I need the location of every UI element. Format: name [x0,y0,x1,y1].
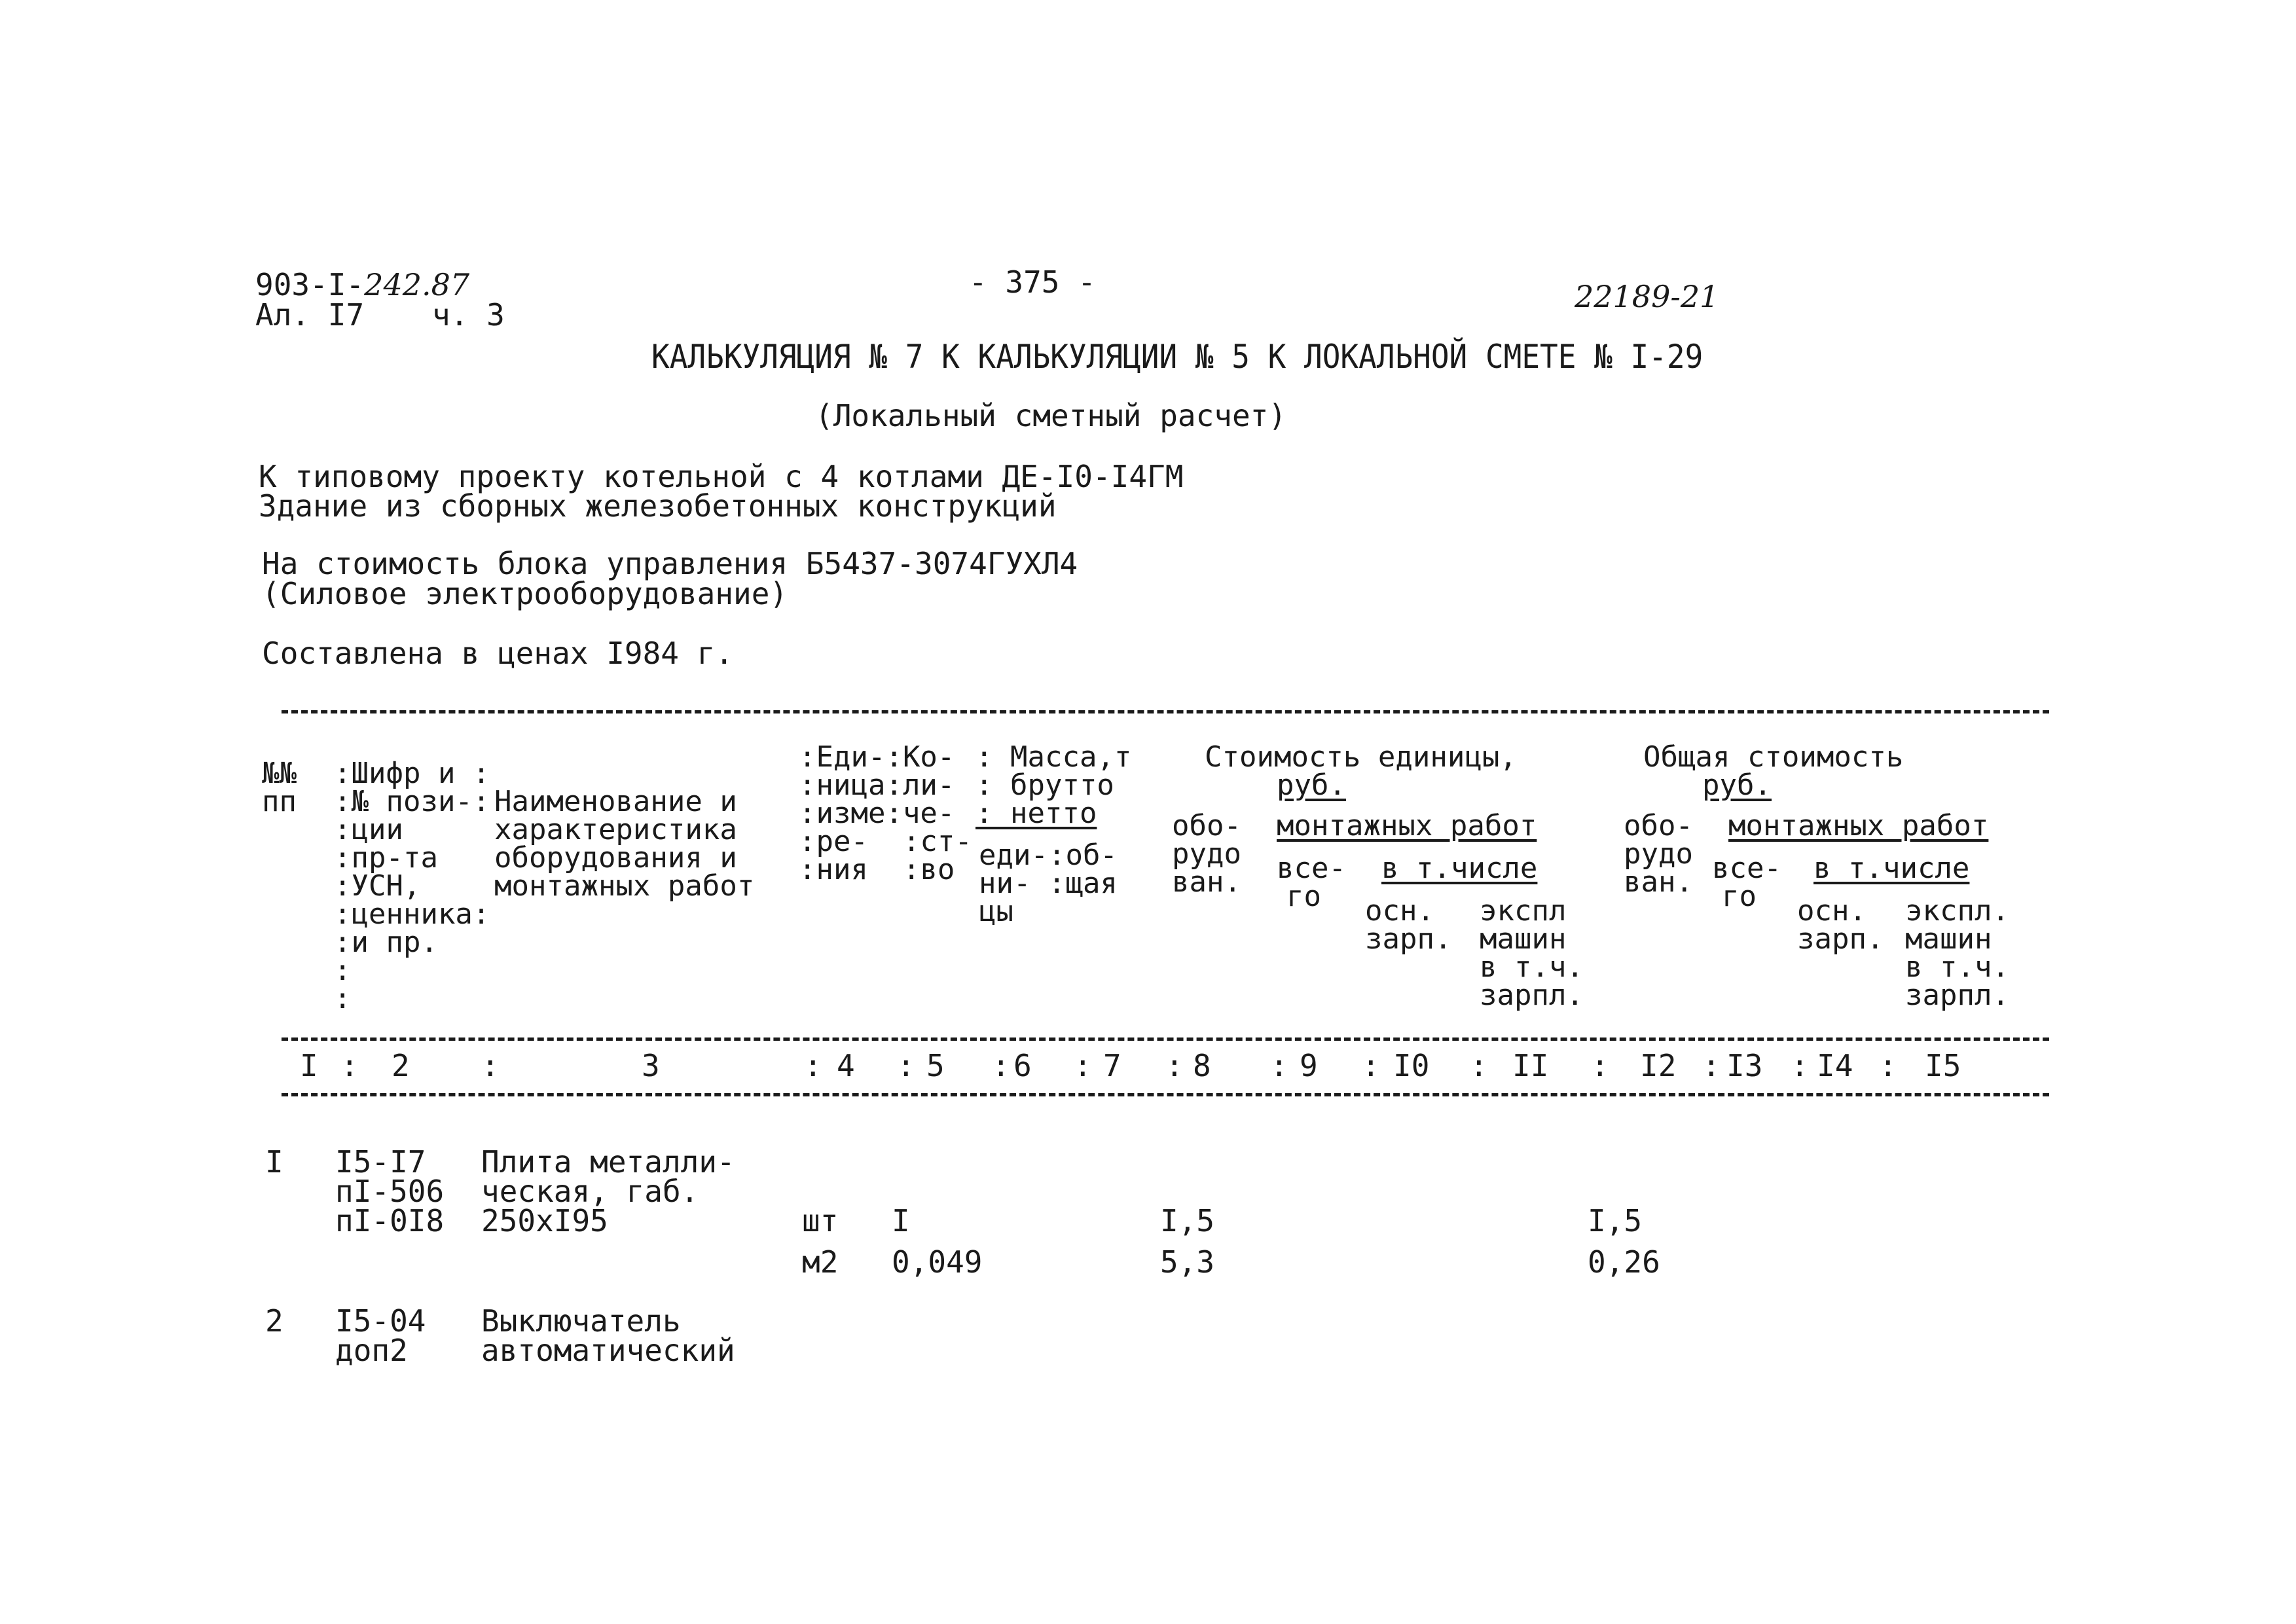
row1-line1-unit-cost: I,5 [1160,1203,1215,1238]
colsep: : [1165,1048,1184,1083]
table-header-rule [282,1038,2049,1041]
table-top-rule [282,710,2049,713]
table-numbers-rule [282,1093,2049,1096]
header-unit-osn-1: осн. [1365,894,1434,928]
colnum-3: 3 [642,1048,660,1083]
row1-code-3: пI-0I8 [335,1203,445,1238]
header-col1-line2: пп [262,785,297,818]
colsep: : [1470,1048,1488,1083]
header-col3-line4: монтажных работ [494,869,755,903]
cost-line-2: (Силовое электрооборудование) [262,576,788,611]
colnum-9: 9 [1300,1048,1318,1083]
header-col3-line3: оборудования и [494,841,737,875]
colsep: : [1591,1048,1609,1083]
header-unit-obo-2: рудо [1172,837,1241,871]
header-total-montazh: монтажных работ [1728,809,1989,842]
header-total-osn-1: осн. [1797,894,1867,928]
doc-code-handwritten: 242.87 [364,267,470,302]
header-mass-line3: : нетто [975,797,1097,830]
colnum-12: I2 [1640,1048,1677,1083]
row1-num: I [265,1144,283,1180]
header-total-osn-2: зарп. [1797,922,1884,956]
header-unit-ekspl-2: машин [1480,922,1567,956]
row1-line1-qty: I [892,1203,910,1238]
header-total-vsego-2: го [1722,880,1757,913]
colnum-14: I4 [1817,1048,1853,1083]
header-col45-line2: :ница:ли- [799,768,955,802]
colnum-11: II [1512,1048,1549,1083]
header-total-obo-1: обо- [1624,809,1693,842]
row2-code-1: I5-04 [335,1303,426,1339]
header-unit-obo-1: обо- [1172,809,1241,842]
cost-line-1: На стоимость блока управления Б5437-3074ГУХЛ4 [262,546,1078,581]
header-unit-obo-3: ван. [1172,865,1241,899]
colsep: : [1362,1048,1380,1083]
prices-line: Составлена в ценах I984 г. [262,636,734,671]
header-mass-sub2: ни- :щая [979,867,1118,900]
colsep: : [1879,1048,1897,1083]
project-line-1: К типовому проекту котельной с 4 котлами ДЕ-I0-I4ГМ [259,459,1184,494]
page-number: - 375 - [969,264,1096,300]
colnum-6: 6 [1013,1048,1032,1083]
header-col2-line7: :и пр. [334,926,438,959]
page-subtitle: (Локальный сметный расчет) [815,398,1287,433]
colsep: : [1702,1048,1721,1083]
header-col2-line3: :ции [334,813,403,846]
row1-name-1: Плита металли- [481,1144,735,1180]
project-line-2: Здание из сборных железобетонных конструкций [259,488,1057,524]
header-col2-line2: :№ пози-: [334,785,490,818]
header-col2-line9: : [334,982,352,1015]
header-col3-line1: Наименование и [494,785,737,818]
header-unit-ekspl-1: экспл [1480,894,1567,928]
row2-code-2: доп2 [335,1333,408,1368]
colsep: : [992,1048,1010,1083]
colnum-2: 2 [392,1048,410,1083]
colsep: : [1270,1048,1288,1083]
header-col2-line6: :ценника: [334,897,490,931]
header-total-vsego-1: все- [1712,852,1781,885]
header-mass-sub1: еди-:об- [979,839,1118,872]
colnum-4: 4 [837,1048,855,1083]
header-total-ekspl-2: машин [1905,922,1992,956]
album-label: Ал. I7 [255,297,365,333]
row1-name-3: 250хI95 [481,1203,608,1238]
row1-line2-qty: 0,049 [892,1244,983,1280]
colsep: : [804,1048,822,1083]
row2-num: 2 [265,1303,283,1339]
header-total-vtchisle: в т.числе [1813,852,1970,885]
header-unit-ekspl-4: зарпл. [1480,979,1584,1012]
row1-code-1: I5-I7 [335,1144,426,1180]
colnum-5: 5 [926,1048,945,1083]
row1-line2-unit-cost: 5,3 [1160,1244,1215,1280]
colnum-10: I0 [1393,1048,1430,1083]
header-col2-line8: : [334,954,352,987]
colsep: : [1791,1048,1809,1083]
header-col45-line3: :изме:че- [799,797,955,830]
row1-line1-unit: шт [802,1203,839,1238]
header-col3-line2: характеристика [494,813,737,846]
row1-line1-total-cost: I,5 [1588,1203,1643,1238]
header-total-cost-title: Общая стоимость [1643,740,1904,774]
row1-name-2: ческая, габ. [481,1174,699,1209]
header-total-ekspl-3: в т.ч. [1905,950,2009,984]
header-unit-ekspl-3: в т.ч. [1480,950,1584,984]
header-col45-line5: :ния :во [799,853,955,886]
header-unit-cost-currency: руб. [1277,768,1346,802]
header-mass-line2: : брутто [975,768,1114,802]
header-total-ekspl-4: зарпл. [1905,979,2009,1012]
colnum-13: I3 [1726,1048,1763,1083]
stamp-number: 22189-21 [1575,279,1719,314]
header-total-obo-2: рудо [1624,837,1693,871]
header-total-obo-3: ван. [1624,865,1693,899]
row1-line2-total-cost: 0,26 [1588,1244,1660,1280]
header-col2-line4: :пр-та [334,841,438,875]
header-mass-line1: : Масса,т [975,740,1132,774]
header-total-ekspl-1: экспл. [1905,894,2009,928]
header-unit-vtchisle: в т.числе [1381,852,1538,885]
header-unit-vsego-2: го [1286,880,1321,913]
doc-code: 903-I-242.87 [255,267,470,302]
page-title: КАЛЬКУЛЯЦИЯ № 7 К КАЛЬКУЛЯЦИИ № 5 К ЛОКАЛЬНОЙ СМЕТЕ № I-29 [651,338,1704,376]
header-unit-cost-title: Стоимость единицы, [1205,740,1517,774]
header-col1-line1: №№ [262,757,297,790]
part-label: ч. 3 [432,297,505,333]
colnum-7: 7 [1103,1048,1121,1083]
header-col2-line1: :Шифр и : [334,757,490,790]
colnum-8: 8 [1193,1048,1211,1083]
row1-line2-unit: м2 [802,1244,839,1280]
colsep: : [340,1048,359,1083]
colsep: : [897,1048,915,1083]
colnum-15: I5 [1925,1048,1961,1083]
header-unit-osn-2: зарп. [1365,922,1452,956]
colsep: : [481,1048,500,1083]
header-unit-vsego-1: все- [1277,852,1346,885]
row1-code-2: пI-506 [335,1174,445,1209]
header-total-cost-currency: руб. [1702,768,1772,802]
header-col45-line1: :Еди-:Ко- [799,740,955,774]
row2-name-1: Выключатель [481,1303,681,1339]
colnum-1: I [300,1048,318,1083]
row2-name-2: автоматический [481,1333,735,1368]
header-mass-sub3: цы [979,895,1013,928]
header-unit-montazh: монтажных работ [1277,809,1537,842]
colsep: : [1074,1048,1092,1083]
header-col2-line5: :УСН, [334,869,421,903]
header-col45-line4: :ре- :ст- [799,825,972,858]
